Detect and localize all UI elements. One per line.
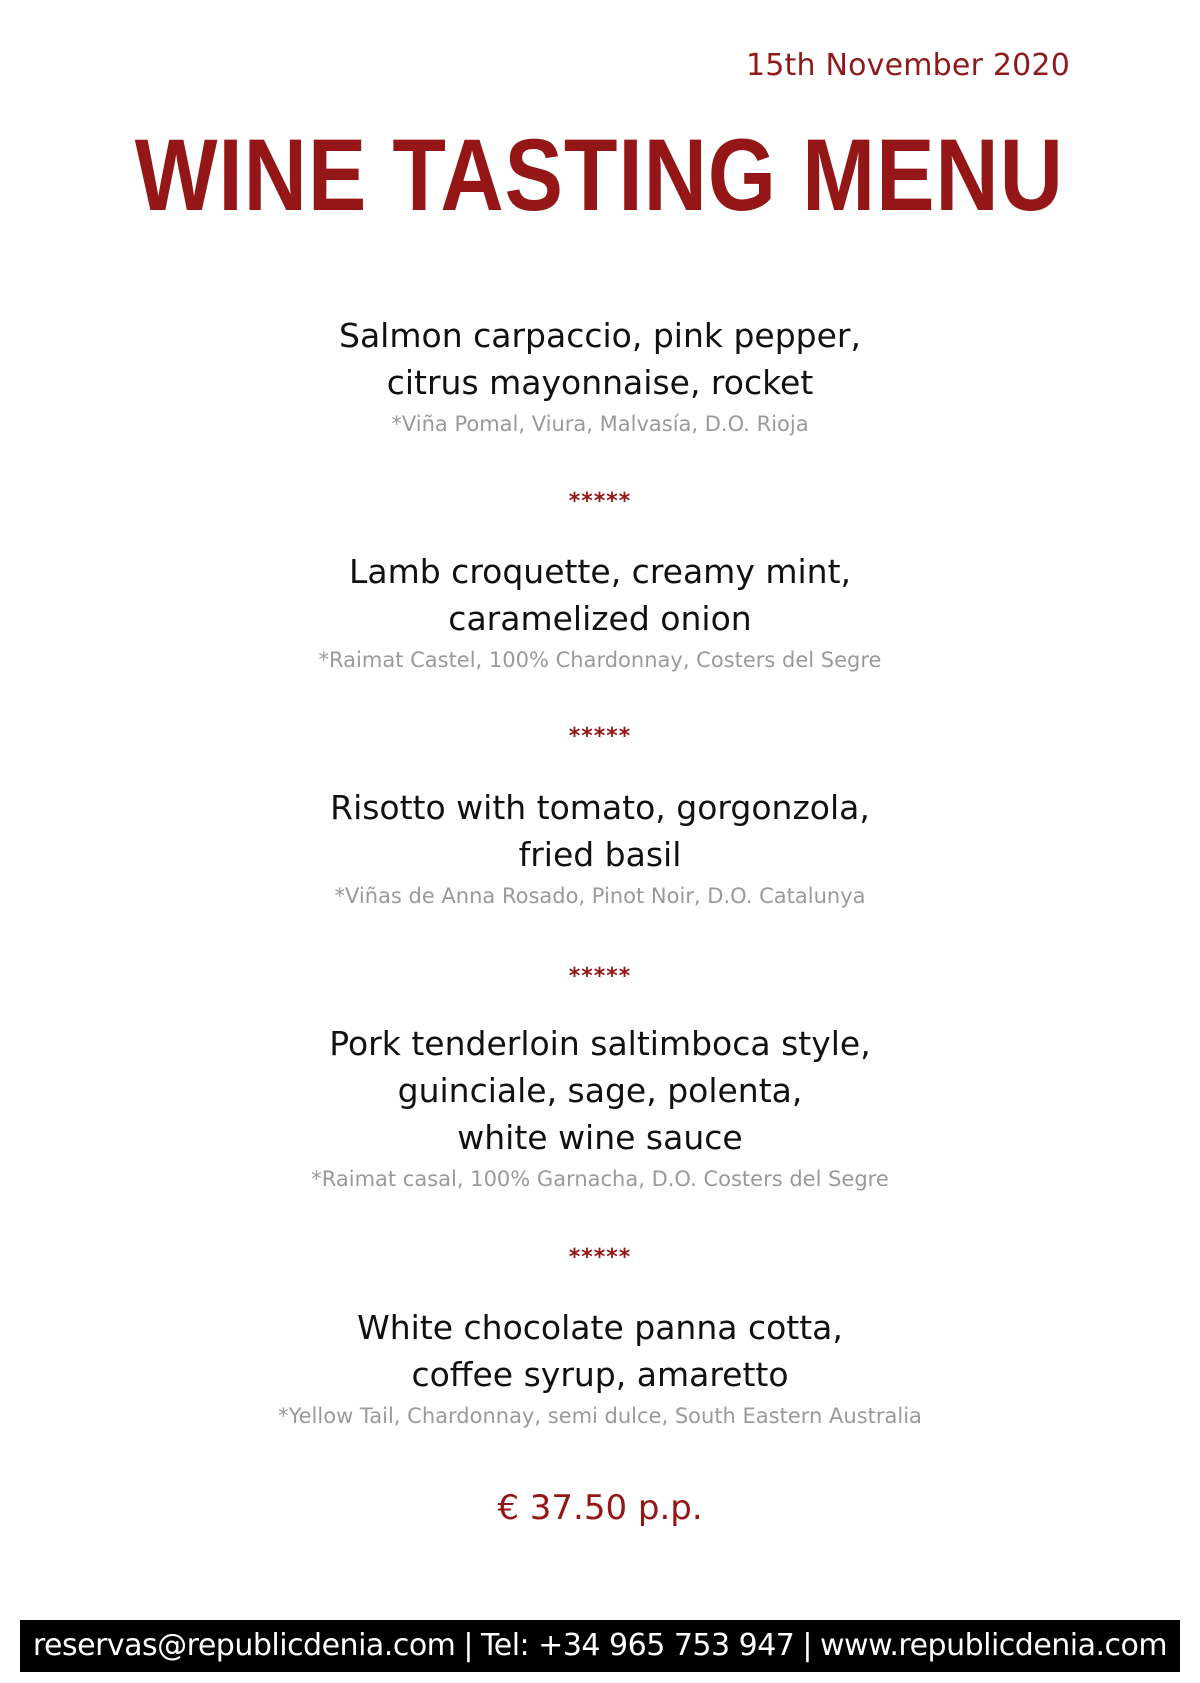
course-separator: ***** <box>568 1245 632 1270</box>
course-1 <box>0 312 1200 439</box>
dish-line: Risotto with tomato, gorgonzola, <box>330 788 870 827</box>
dish-line: Lamb croquette, creamy mint, <box>348 552 852 591</box>
course-5 <box>0 1304 1200 1431</box>
wine-pairing: *Yellow Tail, Chardonnay, semi dulce, South Eastern Australia <box>278 1404 922 1428</box>
dish-name <box>0 548 1200 642</box>
dish-name <box>0 1304 1200 1398</box>
wine-pairing: *Viñas de Anna Rosado, Pinot Noir, D.O. Catalunya <box>334 884 866 908</box>
dish-name <box>0 784 1200 878</box>
dish-name <box>0 312 1200 406</box>
footer-phone[interactable]: Tel: +34 965 753 947 <box>481 1628 795 1663</box>
dish-line: White chocolate panna cotta, <box>357 1308 843 1347</box>
footer-divider: | <box>802 1628 812 1663</box>
footer-website-link[interactable]: www.republicdenia.com <box>820 1628 1168 1663</box>
dish-line: coffee syrup, amaretto <box>411 1355 789 1394</box>
menu-price: € 37.50 p.p. <box>497 1488 703 1528</box>
course-3 <box>0 784 1200 911</box>
wine-pairing: *Raimat Castel, 100% Chardonnay, Costers del Segre <box>318 648 882 672</box>
course-4 <box>0 1020 1200 1194</box>
page-title: WINE TASTING MENU <box>134 118 1064 232</box>
course-separator: ***** <box>568 964 632 989</box>
dish-line: Salmon carpaccio, pink pepper, <box>339 316 861 355</box>
dish-line: guinciale, sage, polenta, <box>397 1071 803 1110</box>
dish-line: white wine sauce <box>457 1118 743 1157</box>
footer-email-link[interactable]: reservas@republicdenia.com <box>32 1628 456 1663</box>
contact-footer <box>20 1620 1180 1672</box>
dish-name <box>0 1020 1200 1161</box>
wine-pairing: *Viña Pomal, Viura, Malvasía, D.O. Rioja <box>391 412 809 436</box>
footer-divider: | <box>463 1628 474 1663</box>
menu-date: 15th November 2020 <box>745 48 1070 83</box>
course-2 <box>0 548 1200 675</box>
dish-line: Pork tenderloin saltimboca style, <box>329 1024 871 1063</box>
course-separator: ***** <box>568 489 632 514</box>
dish-line: fried basil <box>518 835 682 874</box>
dish-line: caramelized onion <box>448 599 752 638</box>
wine-pairing: *Raimat casal, 100% Garnacha, D.O. Costers del Segre <box>311 1167 889 1191</box>
dish-line: citrus mayonnaise, rocket <box>386 363 814 402</box>
course-separator: ***** <box>568 724 632 749</box>
